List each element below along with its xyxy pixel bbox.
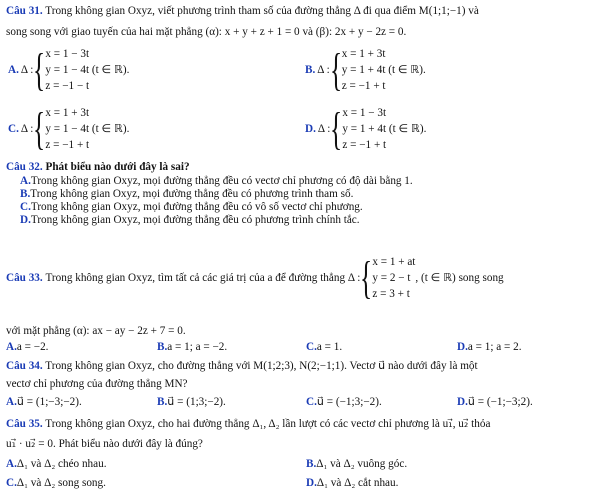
option-label: A.: [6, 341, 17, 353]
q31-number: Câu 31.: [6, 5, 43, 17]
q31-option-c[interactable]: [8, 105, 129, 153]
option-text: a = 1.: [316, 341, 343, 353]
option-text: u⃗ = (−1;3;−2).: [316, 396, 382, 408]
system-row: y = 1 − 4t: [45, 123, 90, 135]
q32-option-b[interactable]: [20, 188, 605, 201]
q32-option-c[interactable]: [20, 201, 605, 214]
option-label: C.: [306, 341, 317, 353]
q35-number: Câu 35.: [6, 418, 43, 430]
system-row: y = 1 + 4t: [342, 123, 387, 135]
option-text: Δ₁ và Δ₂ chéo nhau.: [16, 458, 107, 470]
q35-option-c[interactable]: [6, 477, 106, 490]
param-domain: (t ∈ ℝ).: [388, 123, 427, 135]
q31-stem-line1: Trong không gian Oxyz, viết phương trình tham số của đường thẳng Δ đi qua điểm M(1;1;−1) và: [45, 5, 479, 17]
option-text: Trong không gian Oxyz, mọi đường thẳng đều có vô số vectơ chỉ phương.: [30, 201, 363, 213]
q34-stem-line1: Trong không gian Oxyz, cho đường thẳng với M(1;2;3), N(2;−1;1). Vectơ u⃗ nào dưới đây là một: [45, 360, 478, 372]
system-row: z = −1 + t: [342, 139, 387, 151]
option-text: u⃗ = (1;3;−2).: [167, 396, 226, 408]
option-label: B.: [305, 63, 316, 76]
option-label: D.: [305, 122, 316, 135]
q32-stem: [6, 161, 605, 174]
option-label: A.: [6, 396, 17, 408]
q31-option-a[interactable]: [8, 46, 129, 94]
option-text: Trong không gian Oxyz, mọi đường thẳng đều có phương trình tham số.: [30, 188, 354, 200]
option-prefix: Δ :: [317, 63, 330, 76]
option-label: A.: [6, 458, 17, 470]
option-prefix: Δ :: [20, 122, 34, 135]
option-text: u⃗ = (1;−3;−2).: [16, 396, 82, 408]
q31-stem-line2: song song với giao tuyến của hai mặt phẳng (α): x + y + z + 1 = 0 và (β): 2x + y − 2z = 0.: [6, 26, 407, 38]
left-brace: {: [33, 103, 46, 154]
q34-line1: [6, 360, 605, 373]
option-text: u⃗ = (−1;−3;2).: [467, 396, 533, 408]
option-text: Δ₁ và Δ₂ cắt nhau.: [316, 477, 399, 489]
q34-option-b[interactable]: [157, 396, 226, 409]
q31-option-d[interactable]: [305, 105, 426, 153]
option-prefix: Δ :: [20, 63, 34, 76]
q31-option-b[interactable]: [305, 46, 426, 94]
q33-option-c[interactable]: [306, 341, 342, 354]
option-text: Δ₁ và Δ₂ song song.: [16, 477, 106, 489]
system-row: z = −1 − t: [45, 80, 90, 92]
option-label: C.: [306, 396, 317, 408]
q35-option-d[interactable]: [306, 477, 398, 490]
option-label: A.: [8, 63, 19, 76]
q33-stem-b: , (t ∈ ℝ) song song: [415, 271, 504, 284]
option-label: D.: [457, 396, 468, 408]
q31-line1: [6, 5, 605, 18]
left-brace: {: [329, 44, 342, 95]
q33-option-a[interactable]: [6, 341, 48, 354]
system-row: z = −1 + t: [341, 80, 386, 92]
q35-stem-line1: Trong không gian Oxyz, cho hai đường thẳng Δ₁, Δ₂ lần lượt có các vectơ chỉ phương là u₁⃗, u₂⃗ thỏa: [45, 418, 491, 430]
system-row: x = 1 + 3t: [341, 48, 386, 60]
q33-stem-a: Trong không gian Oxyz, tìm tất cả các giá trị của a để đường thẳng Δ :: [45, 271, 361, 284]
left-brace: {: [360, 252, 373, 303]
q32-option-d[interactable]: [20, 214, 605, 227]
q33-option-d[interactable]: [457, 341, 522, 354]
option-text: a = −2.: [16, 341, 49, 353]
option-text: a = 1; a = −2.: [167, 341, 228, 353]
q34-stem-line2: vectơ chỉ phương của đường thẳng MN?: [6, 378, 188, 390]
q34-number: Câu 34.: [6, 360, 43, 372]
option-label: B.: [157, 396, 168, 408]
option-label: D.: [20, 214, 31, 226]
q34-option-a[interactable]: [6, 396, 82, 409]
system-row: z = 3 + t: [372, 288, 410, 300]
system-row: x = 1 + 3t: [45, 107, 90, 119]
option-label: B.: [20, 188, 31, 200]
param-domain: (t ∈ ℝ).: [388, 64, 426, 76]
option-label: B.: [306, 458, 317, 470]
q34-option-d[interactable]: [457, 396, 533, 409]
option-label: B.: [157, 341, 168, 353]
q35-option-a[interactable]: [6, 458, 107, 471]
q32-option-a[interactable]: [20, 175, 605, 188]
q33-stem: [6, 254, 504, 302]
q35-stem-line2: u₁⃗ · u₂⃗ = 0. Phát biểu nào dưới đây là đúng?: [6, 438, 203, 450]
system-row: x = 1 − 3t: [45, 48, 90, 60]
q35-option-b[interactable]: [306, 458, 407, 471]
q34-option-c[interactable]: [306, 396, 382, 409]
option-text: a = 1; a = 2.: [467, 341, 522, 353]
system-row: y = 1 − 4t: [45, 64, 90, 76]
system-row: x = 1 − 3t: [342, 107, 387, 119]
option-label: D.: [457, 341, 468, 353]
option-prefix: Δ :: [317, 122, 331, 135]
q35-line1: [6, 418, 605, 431]
left-brace: {: [330, 103, 343, 154]
q32-number: Câu 32.: [6, 161, 43, 173]
left-brace: {: [33, 44, 46, 95]
param-domain: (t ∈ ℝ).: [91, 123, 130, 135]
q32-stem-text: Phát biểu nào dưới đây là sai?: [45, 161, 190, 173]
option-text: Trong không gian Oxyz, mọi đường thẳng đều có vectơ chỉ phương có độ dài bằng 1.: [30, 175, 413, 187]
option-label: C.: [6, 477, 17, 489]
option-text: Trong không gian Oxyz, mọi đường thẳng đều có phương trình chính tắc.: [30, 214, 360, 226]
system-row: y = 2 − t: [372, 272, 411, 284]
option-label: D.: [306, 477, 317, 489]
q33-stem-line2: với mặt phẳng (α): ax − ay − 2z + 7 = 0.: [6, 325, 186, 337]
option-label: C.: [20, 201, 31, 213]
q33-number: Câu 33.: [6, 271, 43, 284]
q33-option-b[interactable]: [157, 341, 227, 354]
system-row: z = −1 + t: [45, 139, 90, 151]
option-text: Δ₁ và Δ₂ vuông góc.: [316, 458, 408, 470]
param-domain: (t ∈ ℝ).: [91, 64, 130, 76]
system-row: x = 1 + at: [372, 256, 416, 268]
option-label: C.: [8, 122, 19, 135]
system-row: y = 1 + 4t: [341, 64, 386, 76]
option-label: A.: [20, 175, 31, 187]
